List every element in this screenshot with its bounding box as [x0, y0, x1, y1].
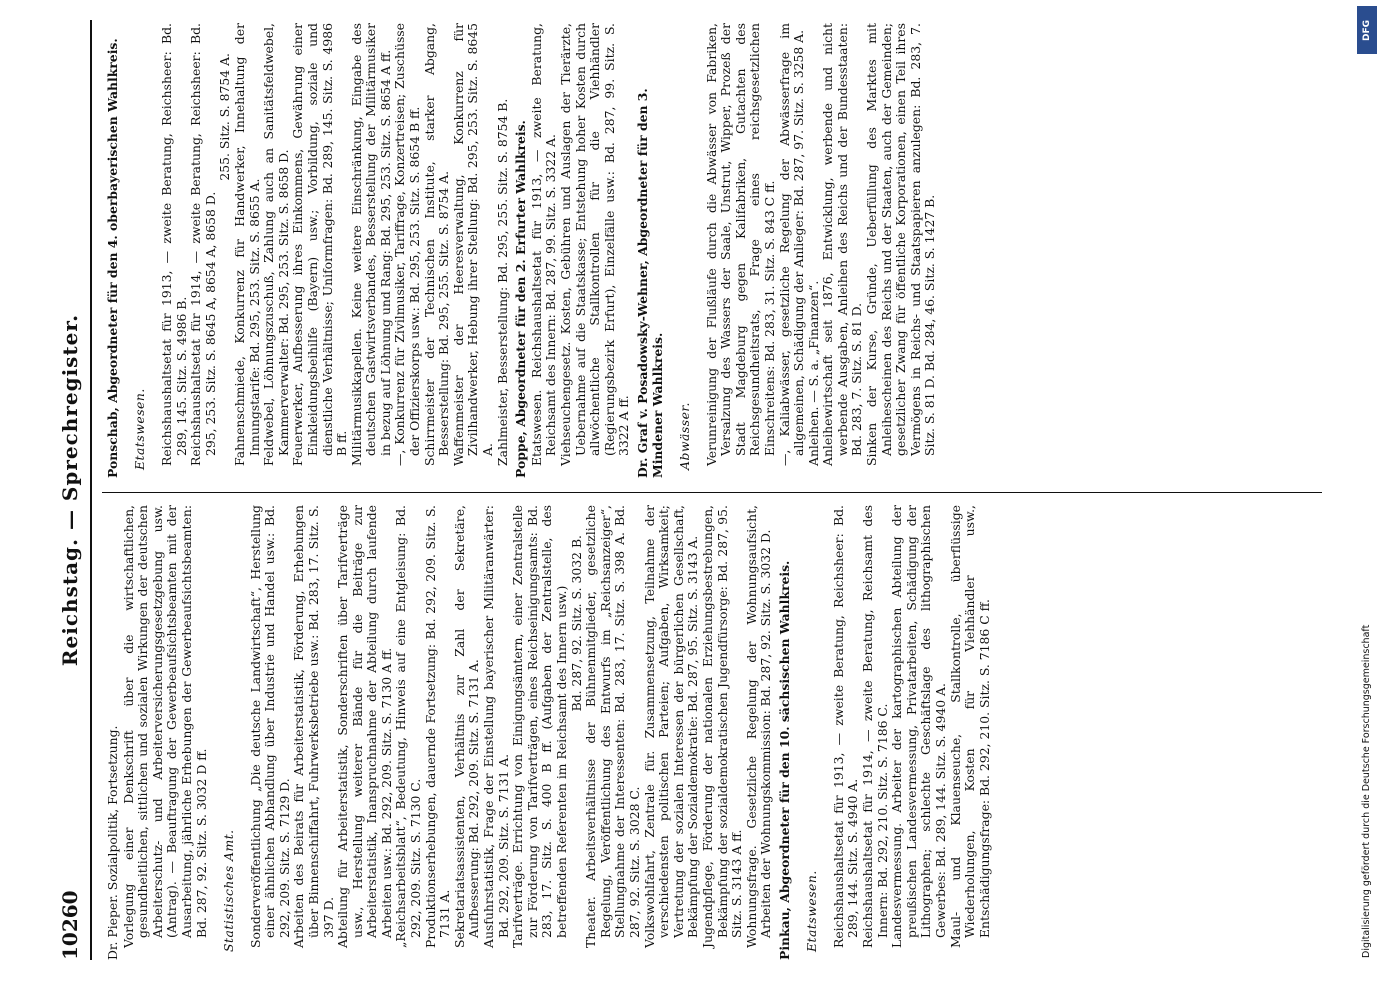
index-entry: Reichshaushaltsetat für 1914, — zweite Beratung, Reichsheer: Bd. 295, 253. Sitz. S. 8645 A, 8654 A, 8658 D.: [188, 23, 218, 466]
section-heading: Etatswesen.: [131, 388, 147, 470]
index-entry: Feldwebel, Löhnungszuschuß, Zahlung auch an Sanitätsfeldwebel, Kammerverwalter: Bd. 295, 253. Sitz. S. 8658 D.: [261, 23, 291, 466]
index-entry: Feuerwerker, Aufbesserung ihres Einkommens, Gewährung einer Einkleidungsbeihilfe (Bayern) usw.; Vorbildung, soziale und dienstliche Verhältnisse; Uniformfragen: Bd. 289, 145. Sitz. S. 4986 B ff.: [290, 23, 350, 466]
index-entry: Theater. Arbeitsverhältnisse der Bühnenmitglieder, gesetzliche Regelung, Veröffentlichung des Entwurfs im „Reichsanzeiger“, Stellungnahme der Interessenten: Bd. 283, 17. Sitz. S. 398 A. Bd. 287, 92. Sitz. S. 3028 C.: [583, 505, 642, 948]
index-entry: Sekretariatsassistenten, Verhältnis zur Zahl der Sekretäre, Aufbesserung: Bd. 292, 209. Sitz. S. 7131 A.: [451, 505, 482, 948]
index-entry: Vorlegung einer Denkschrift über die wirtschaftlichen, gesundheitlichen, sittlichen und sozialen Wirkungen der deutschen Arbeiterschutz- und Arbeiterversicherungsgesetzgebung usw. (Antrag). — Beauftragung der Gewerbeaufsichtsbeamten mit der Ausarbeitung, jährliche Erhebungen der Gewerbeaufsichtsbeamten: Bd. 287, 92. Sitz. S. 3032 D ff.: [120, 505, 209, 948]
index-entry: Reichshaushaltsetat für 1913, — zweite Beratung, Reichsheer: Bd. 289, 144. Sitz. S. 4940 A.: [830, 505, 861, 948]
index-entry: Militärmusikkapellen. Keine weitere Einschränkung, Eingabe des deutschen Gastwirtsverbandes, Besserstellung der Militärmusiker in bezug auf Löhnung und Rang: Bd. 295, 253. Sitz. S. 8654 A ff.: [348, 23, 393, 466]
index-entry: Waffenmeister der Heeresverwaltung, Konkurrenz für Zivilhandwerker, Hebung ihrer Stellung: Bd. 295, 253. Sitz. S. 8645 A.: [450, 23, 496, 466]
index-entry: Tarifverträge. Errichtung von Einigungsämtern, einer Zentralstelle zur Förderung von Tarifverträgen, eines Reichseinigungsamts: Bd. 283, 17. Sitz. S. 400 B ff. (Aufgaben der Zentralstelle, des betreffenden Referenten im Reichsamt des Innern usw.): [510, 505, 569, 948]
index-entry: Zahlmeister, Besserstellung: Bd. 295, 255. Sitz. S. 8754 B.: [494, 98, 510, 466]
index-entry: Anleihewirtschaft seit 1876, Entwicklung, werbende und nicht werbende Ausgaben, Anleihen des Reichs und der Bundesstaaten: Bd. 283, 7. Sitz. S. 81 D.: [820, 23, 865, 466]
index-entry: Sonderveröffentlichung „Die deutsche Landwirtschaft“, Herstellung einer ähnlichen Abhandlung über Industrie und Handel usw.: Bd. 292, 209. Sitz. S. 7129 D.: [247, 505, 292, 948]
entry-heading: Ponschab, Abgeordneter für den 4. oberbayerischen Wahlkreis.: [105, 38, 120, 478]
index-entry: Volkswohlfahrt, Zentrale für. Zusammensetzung, Teilnahme der verschiedensten politischen Parteien; Aufgaben, Wirksamkeit; Vertretung der sozialen Interessen der bürgerlichen Gesellschaft, Bekämpfung der Sozialdemokratie: Bd. 287, 95. Sitz. S. 3143 A.: [641, 505, 701, 948]
entry-heading: Poppe, Abgeordneter für den 2. Erfurter Wahlkreis.: [513, 120, 529, 478]
index-entry: Jugendpflege, Förderung der nationalen Erziehungsbestrebungen, Bekämpfung der sozialdemokratischen Jugendfürsorge: Bd. 287, 95. Sitz. S. 3143 A ff.: [699, 505, 745, 948]
entry-heading: Pinkau, Abgeordneter für den 10. sächsischen Wahlkreis.: [776, 560, 792, 960]
index-entry: Viehseuchengesetz. Kosten, Gebühren und Auslagen der Tierärzte, Uebernahme auf die Staatskasse; Entstehung hoher Kosten durch allwöchentliche Stallkontrollen für die Viehhändler (Regierungsbezirk Erfurt), Einzelfälle usw.: Bd. 287, 99. Sitz. S. 3322 A ff.: [558, 23, 632, 466]
right-column: [102, 23, 1332, 478]
column-divider: [102, 492, 1322, 493]
dfg-logo: DFG: [1357, 6, 1377, 54]
index-entry: Reichshaushaltsetat für 1913, — zweite Beratung, Reichsheer: Bd. 289, 145. Sitz. S. 4986 B.: [158, 23, 189, 466]
index-entry: Fahnenschmiede, Konkurrenz für Handwerker, Innehaltung der Innungstarife: Bd. 295, 253. Sitz. S. 8655 A.: [231, 23, 262, 466]
section-heading: Abwässer.: [676, 402, 692, 470]
index-ref: 255. Sitz. S. 8754 A.: [217, 53, 233, 181]
index-entry: Anleihen. — S. a. „Finanzen“.: [805, 280, 821, 466]
index-entry: Produktionserhebungen, dauernde Fortsetzung: Bd. 292, 209. Sitz. S. 7131 A.: [422, 505, 453, 948]
index-entry: Schirrmeister der Technischen Institute, starker Abgang, Besserstellung: Bd. 295, 255. Sitz. S. 8754 A.: [421, 23, 452, 466]
index-entry: Abteilung für Arbeiterstatistik, Sonderschriften über Tarifverträge usw., Herstellung weiterer Bände für die Beiträge zur Arbeiterstatistik, Inanspruchnahme der Abteilung durch laufende Arbeiten usw.: Bd. 292, 209. Sitz. S. 7130 A ff.: [335, 505, 394, 948]
page-title: Reichstag. — Sprechregister.: [58, 313, 82, 667]
index-entry: Verunreinigung der Flußläufe durch die Abwässer von Fabriken, Versalzung des Wassers der Saale, Unstrut, Wipper, Prozeß der Stadt Magdeburg gegen Kalifabriken, Gutachten des Reichsgesundheitsrats, Frage eines reichsgesetzlichen Einschreitens: Bd. 283, 31. Sitz. S. 843 C ff.: [703, 23, 777, 466]
index-entry: „Reichsarbeitsblatt“, Bedeutung, Hinweis auf eine Entgleisung: Bd. 292, 209. Sitz. S. 7130 C.: [393, 505, 424, 948]
index-entry: —, Kaliabwässer, gesetzliche Regelung der Abwässerfrage im allgemeinen, Schädigung der Anlieger: Bd. 287, 97. Sitz. S. 3258 A.: [776, 23, 807, 466]
page-header: [58, 20, 88, 960]
index-entry: Arbeiten des Beirats für Arbeiterstatistik, Förderung, Erhebungen über Binnenschiffahrt, Fuhrwerksbetriebe usw.: Bd. 283, 17. Sitz. S. 397 D.: [291, 505, 336, 948]
index-entry: —, Konkurrenz für Zivilmusiker, Tariffrage, Konzertreisen; Zuschüsse der Offizierskorps usw.: Bd. 295, 253. Sitz. S. 8654 B ff.: [392, 23, 423, 466]
entry-heading: Dr. Pieper. Sozialpolitik, Fortsetzung.: [105, 725, 120, 960]
index-entry: Maul- und Klauenseuche, Stallkontrolle, überflüssige Wiederholungen, Kosten für Viehhändler usw., Entschädigungsfrage: Bd. 292, 210. Sitz. S. 7186 C ff.: [947, 505, 992, 948]
index-entry: Landesvermessung. Arbeiter der kartographischen Abteilung der preußischen Landesvermessung, Privatarbeiten, Schädigung der Lithographen; schlechte Geschäftslage des lithographischen Gewerbes: Bd. 289, 144. Sitz. S. 4940 A.: [889, 505, 949, 948]
index-entry: Wohnungsfrage. Gesetzliche Regelung der Wohnungsaufsicht, Arbeiten der Wohnungskommission: Bd. 287, 92. Sitz. S. 3032 D.: [743, 505, 774, 948]
digitization-note: Digitalisierung gefördert durch die Deutsche Forschungsgemeinschaft: [1361, 624, 1372, 958]
index-entry: Ausfuhrstatistik, Frage der Einstellung bayerischer Militäranwärter: Bd. 292, 209. Sitz. S. 7131 A.: [481, 505, 511, 948]
section-heading: Statistisches Amt.: [220, 829, 236, 952]
entry-heading: Dr. Graf v. Posadowsky-Wehner, Abgeordneter für den 3. Mindener Wahlkreis.: [634, 88, 665, 478]
header-rule: [90, 20, 92, 960]
index-entry: Reichshaushaltsetat für 1914, — zweite Beratung, Reichsamt des Innern: Bd. 292, 210. Sitz. S. 7186 C.: [860, 505, 890, 948]
document-page: [20, 0, 1360, 990]
left-column: [102, 505, 1332, 960]
index-entry: Sinken der Kurse, Gründe, Ueberfüllung des Marktes mit Anleihescheinen des Reichs und der Staaten, auch der Gemeinden; gesetzlicher Zwang für öffentliche Korporationen, einen Teil ihres Vermögens in Reichs- und Staatspapieren anzulegen: Bd. 283, 7. Sitz. S. 81 D. Bd. 284, 46. Sitz. S. 1427 B.: [864, 23, 938, 466]
section-heading: Etatswesen.: [803, 870, 819, 952]
index-ref: Bd. 287, 92. Sitz. S. 3032 B.: [568, 535, 584, 712]
page-number: 10260: [58, 890, 82, 960]
index-entry: Etatswesen. Reichshaushaltsetat für 1913, — zweite Beratung, Reichsamt des Innern: Bd. 287, 99. Sitz. S. 3322 A.: [528, 23, 559, 466]
